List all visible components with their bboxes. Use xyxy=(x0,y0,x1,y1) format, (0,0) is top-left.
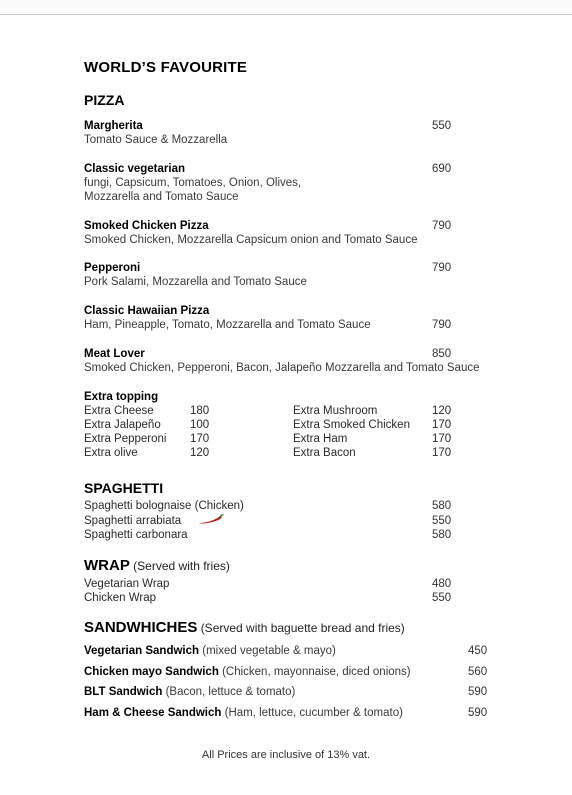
menu-item-price: 690 xyxy=(432,163,452,175)
extra-price: 170 xyxy=(432,433,452,445)
menu-item-desc: (Chicken, mayonnaise, diced onions) xyxy=(222,666,411,678)
spaghetti-heading: SPAGHETTI xyxy=(84,480,164,496)
wrap-heading: WRAP xyxy=(84,557,130,574)
menu-item-price: 580 xyxy=(432,500,452,512)
menu-item xyxy=(84,706,403,720)
sandwich-note: (Served with baguette bread and fries) xyxy=(200,621,405,635)
menu-item-price: 850 xyxy=(432,348,452,360)
menu-item-name: Vegetarian Sandwich xyxy=(84,645,200,657)
menu-item-name: Pepperoni xyxy=(84,262,141,274)
menu-item-desc: Pork Salami, Mozzarella and Tomato Sauce xyxy=(84,276,307,288)
extra-price: 170 xyxy=(432,419,452,431)
extra-name: Extra olive xyxy=(84,447,138,459)
extra-price: 120 xyxy=(432,405,452,417)
wrap-note: (Served with fries) xyxy=(133,559,230,573)
menu-item-price: 550 xyxy=(432,592,452,604)
menu-item-name: Spaghetti bolognaise (Chicken) xyxy=(84,500,244,512)
sandwich-heading: SANDWHICHES xyxy=(84,619,198,636)
menu-item-desc: fungi, Capsicum, Tomatoes, Onion, Olives, xyxy=(84,177,302,189)
menu-item-name: Spaghetti carbonara xyxy=(84,529,188,541)
menu-item-price: 580 xyxy=(432,529,452,541)
menu-item-price: 790 xyxy=(432,319,452,331)
extra-name: Extra Mushroom xyxy=(293,405,378,417)
top-border xyxy=(0,0,572,15)
menu-item-price: 790 xyxy=(432,220,452,232)
page-title: WORLD’S FAVOURITE xyxy=(84,59,248,76)
menu-item-desc: Smoked Chicken, Mozzarella Capsicum onion and Tomato Sauce xyxy=(84,234,418,246)
menu-item-price: 450 xyxy=(468,645,488,657)
menu-item-price: 550 xyxy=(432,515,452,527)
menu-item-name: Classic Hawaiian Pizza xyxy=(84,305,210,317)
menu-item xyxy=(84,665,411,679)
menu-item-price: 480 xyxy=(432,578,452,590)
extra-price: 100 xyxy=(190,419,210,431)
menu-item-desc: (mixed vegetable & mayo) xyxy=(202,645,336,657)
menu-item-name: Margherita xyxy=(84,120,143,132)
menu-item-name: Vegetarian Wrap xyxy=(84,578,170,590)
menu-item-price: 790 xyxy=(432,262,452,274)
menu-item-desc: Ham, Pineapple, Tomato, Mozzarella and Tomato Sauce xyxy=(84,319,371,331)
menu-item xyxy=(84,644,336,658)
menu-item-price: 550 xyxy=(432,120,452,132)
chili-pepper-icon xyxy=(198,514,224,524)
menu-item-desc: Smoked Chicken, Pepperoni, Bacon, Jalapeño Mozzarella and Tomato Sauce xyxy=(84,362,480,374)
vat-footnote: All Prices are inclusive of 13% vat. xyxy=(201,749,371,761)
wrap-section-header xyxy=(84,559,230,573)
menu-item-name: Meat Lover xyxy=(84,348,145,360)
menu-item-price: 560 xyxy=(468,666,488,678)
menu-item-desc: (Ham, lettuce, cucumber & tomato) xyxy=(224,707,403,719)
extra-price: 170 xyxy=(432,447,452,459)
extra-price: 120 xyxy=(190,447,210,459)
menu-item-name: Smoked Chicken Pizza xyxy=(84,220,209,232)
menu-item-name: Ham & Cheese Sandwich xyxy=(84,707,222,719)
menu-item-name: BLT Sandwich xyxy=(84,686,163,698)
menu-item-desc: Mozzarella and Tomato Sauce xyxy=(84,191,239,203)
extra-name: Extra Jalapeño xyxy=(84,419,161,431)
extra-name: Extra Smoked Chicken xyxy=(293,419,410,431)
extra-name: Extra Pepperoni xyxy=(84,433,167,445)
menu-item-desc: (Bacon, lettuce & tomato) xyxy=(165,686,296,698)
menu-item xyxy=(84,685,295,699)
extra-price: 180 xyxy=(190,405,210,417)
menu-item-name: Classic vegetarian xyxy=(84,163,186,175)
menu-item-price: 590 xyxy=(468,707,488,719)
menu-item-name: Spaghetti arrabiata xyxy=(84,515,182,527)
menu-item-name: Chicken mayo Sandwich xyxy=(84,666,219,678)
extra-name: Extra Bacon xyxy=(293,447,356,459)
pizza-heading: PIZZA xyxy=(84,92,125,108)
menu-item-desc: Tomato Sauce & Mozzarella xyxy=(84,134,228,146)
sandwich-section-header xyxy=(84,621,405,635)
extra-topping-heading: Extra topping xyxy=(84,391,159,403)
menu-item-price: 590 xyxy=(468,686,488,698)
extra-name: Extra Ham xyxy=(293,433,348,445)
extra-name: Extra Cheese xyxy=(84,405,154,417)
menu-item-name: Chicken Wrap xyxy=(84,592,157,604)
extra-price: 170 xyxy=(190,433,210,445)
